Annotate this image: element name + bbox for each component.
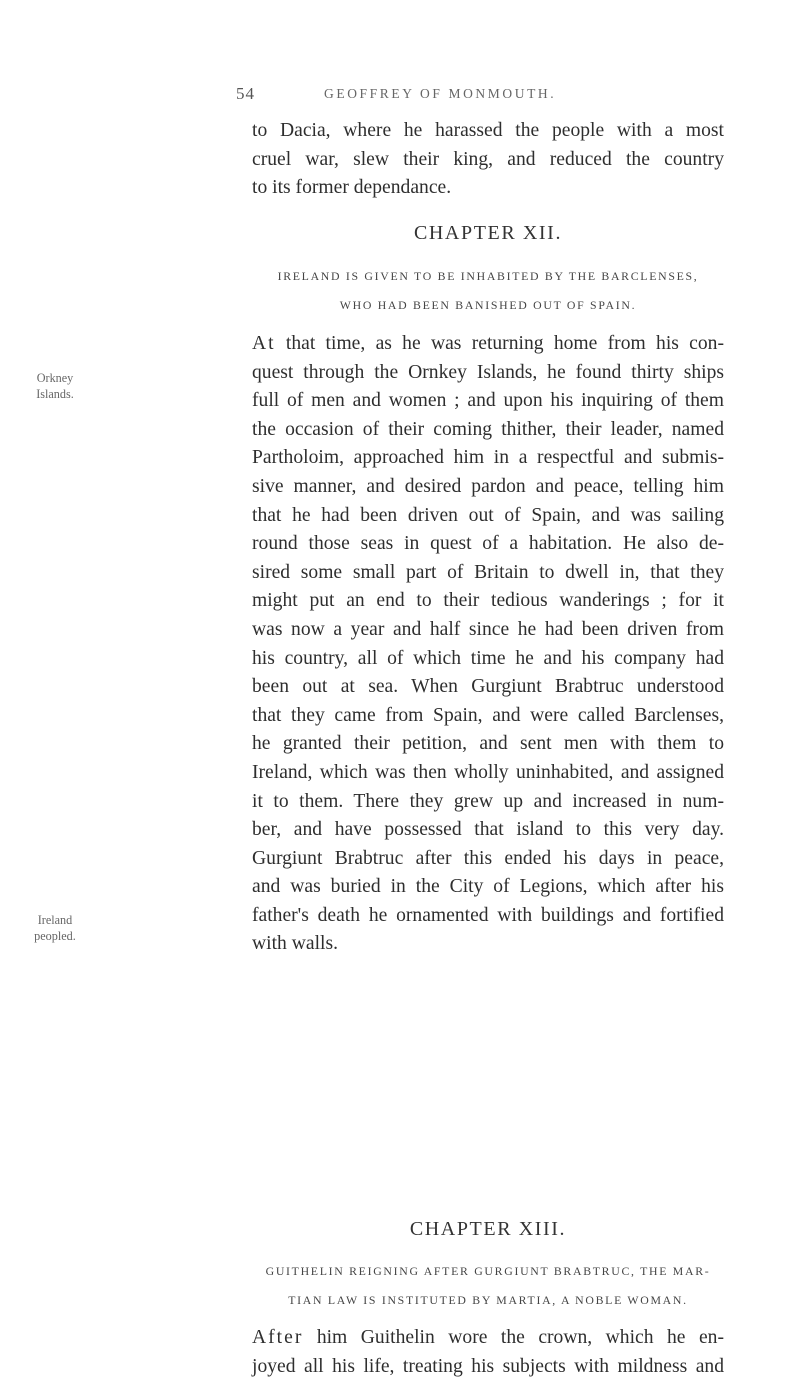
text-line: Partholoim, approached him in a respectful and submis-: [252, 447, 724, 469]
text-line: full of men and women ; and upon his inquiring of them: [252, 390, 724, 412]
first-line-rest: him Guithelin wore the crown, which he en-: [303, 1327, 724, 1348]
text-line: ber, and have possessed that island to this very day.: [252, 819, 724, 841]
text-line: cruel war, slew their king, and reduced the country: [252, 148, 724, 170]
summary-line: GUITHELIN REIGNING AFTER GURGIUNT BRABTRUC, THE MAR-: [265, 1264, 711, 1278]
text-line: father's death he ornamented with buildings and fortified: [252, 904, 724, 926]
summary-line: TIAN LAW IS INSTITUTED BY MARTIA, A NOBLE WOMAN.: [288, 1293, 688, 1307]
text-line: joyed all his life, treating his subjects with mildness and: [252, 1355, 724, 1377]
text-line: [252, 330, 724, 359]
sidenote-line: Islands.: [36, 387, 74, 401]
sidenote-line: Orkney: [36, 371, 74, 385]
text-line: that they came from Spain, and were called Barclenses,: [252, 704, 724, 726]
text-line: to Dacia, where he harassed the people with a most: [252, 120, 724, 141]
page-header: [0, 84, 800, 108]
text-line: quest through the Ornkey Islands, he found thirty ships: [252, 361, 724, 383]
chapter-xiii-title: CHAPTER XIII.: [409, 1218, 567, 1240]
text-line: Ireland, which was then wholly uninhabited, and assigned: [252, 761, 724, 783]
text-line: sive manner, and desired pardon and peace, telling him: [252, 475, 724, 497]
text-line: it to them. There they grew up and increased in num-: [252, 790, 724, 812]
chapter-xiii-summary: [252, 1257, 724, 1315]
summary-line: WHO HAD BEEN BANISHED OUT OF SPAIN.: [339, 298, 637, 312]
text-line: round those seas in quest of a habitation. He also de-: [252, 533, 724, 555]
page-number: 54: [236, 84, 255, 103]
text-line: [252, 1324, 724, 1353]
text-line: been out at sea. When Gurgiunt Brabtruc understood: [252, 676, 724, 698]
lead-word: After: [252, 1327, 304, 1348]
chapter-xii-title: CHAPTER XII.: [413, 222, 563, 244]
summary-line: IRELAND IS GIVEN TO BE INHABITED BY THE BARCLENSES,: [277, 269, 699, 283]
text-line: and was buried in the City of Legions, which after his: [252, 876, 724, 898]
text-line: his country, all of which time he and his company had: [252, 647, 724, 669]
sidenote-line: Ireland: [37, 913, 73, 927]
text-line: with walls.: [252, 933, 338, 955]
chapter-xii-body: [252, 330, 724, 959]
running-head: GEOFFREY OF MONMOUTH.: [324, 86, 557, 101]
text-line: that he had been driven out of Spain, and was sailing: [252, 504, 724, 526]
text-line: he granted their petition, and sent men with them to: [252, 733, 724, 755]
text-line: was now a year and half since he had been driven from: [252, 618, 724, 640]
text-line: to its former dependance.: [252, 177, 452, 199]
text-line: sired some small part of Britain to dwell in, that they: [252, 561, 724, 583]
lead-word: At: [252, 333, 276, 354]
text-line: might put an end to their tedious wanderings ; for it: [252, 590, 724, 612]
text-line: Gurgiunt Brabtruc after this ended his days in peace,: [252, 847, 724, 869]
sidenote-orkney: [20, 370, 90, 402]
sidenote-line: peopled.: [34, 929, 76, 943]
chapter-xii-summary: [252, 262, 724, 320]
sidenote-ireland: [20, 912, 90, 944]
chapter-xiii-body: [252, 1324, 724, 1381]
first-line-rest: that time, as he was returning home from his con-: [275, 333, 724, 354]
text-line: the occasion of their coming thither, their leader, named: [252, 418, 724, 440]
opening-paragraph: [252, 117, 724, 203]
